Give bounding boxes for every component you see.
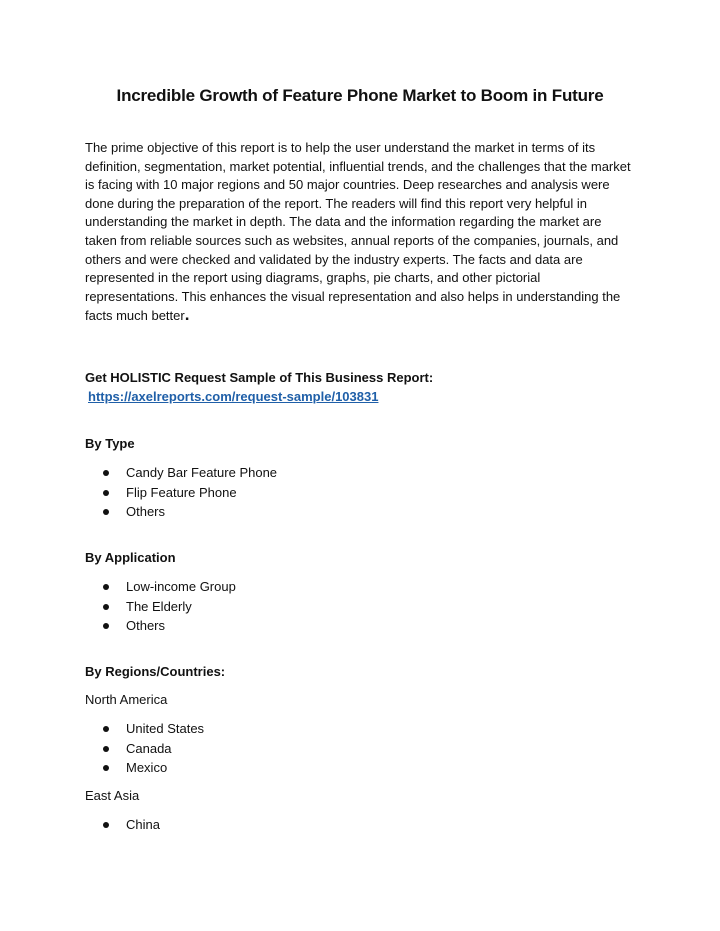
list-item: China [85,815,160,835]
list-item: Others [85,502,277,522]
intro-period: . [184,305,190,325]
by-type-list [85,463,277,522]
by-type-heading: By Type [85,436,135,451]
bullet-icon [103,490,109,496]
east-asia-list [85,815,160,835]
list-item: United States [85,719,204,739]
bullet-icon [103,604,109,610]
bullet-icon [103,584,109,590]
list-item: The Elderly [85,597,236,617]
intro-paragraph [85,139,635,326]
bullet-icon [103,470,109,476]
sample-request-link[interactable]: https://axelreports.com/request-sample/103831 [88,389,379,404]
page-title: Incredible Growth of Feature Phone Market to Boom in Future [116,86,604,105]
list-item: Candy Bar Feature Phone [85,463,277,483]
list-item: Mexico [85,758,204,778]
north-america-list [85,719,204,778]
bullet-icon [103,746,109,752]
bullet-icon [103,726,109,732]
intro-text: The prime objective of this report is to help the user understand the market in terms of its definition, segmentation, market potential, influential trends, and the challenges that the market is facing with 10 major regions and 50 major countries. Deep researches and analysis were done during the preparation of the report. The readers will find this report very helpful in understanding the market in depth. The data and the information regarding the market are taken from reliable sources such as websites, annual reports of the companies, journals, and others and were checked and validated by the industry experts. The facts and data are represented in the report using diagrams, graphs, pie charts, and other pictorial representations. This enhances the visual representation and also helps in understanding the facts much better [85,140,631,324]
sample-request-heading: Get HOLISTIC Request Sample of This Business Report: [85,370,434,385]
by-regions-heading: By Regions/Countries: [85,664,226,679]
list-item: Flip Feature Phone [85,483,277,503]
region-north-america-label: North America [85,692,168,707]
bullet-icon [103,765,109,771]
bullet-icon [103,822,109,828]
list-item: Canada [85,739,204,759]
bullet-icon [103,509,109,515]
bullet-icon [103,623,109,629]
by-application-heading: By Application [85,550,176,565]
region-east-asia-label: East Asia [85,788,140,803]
list-item: Low-income Group [85,577,236,597]
list-item: Others [85,616,236,636]
by-application-list [85,577,236,636]
